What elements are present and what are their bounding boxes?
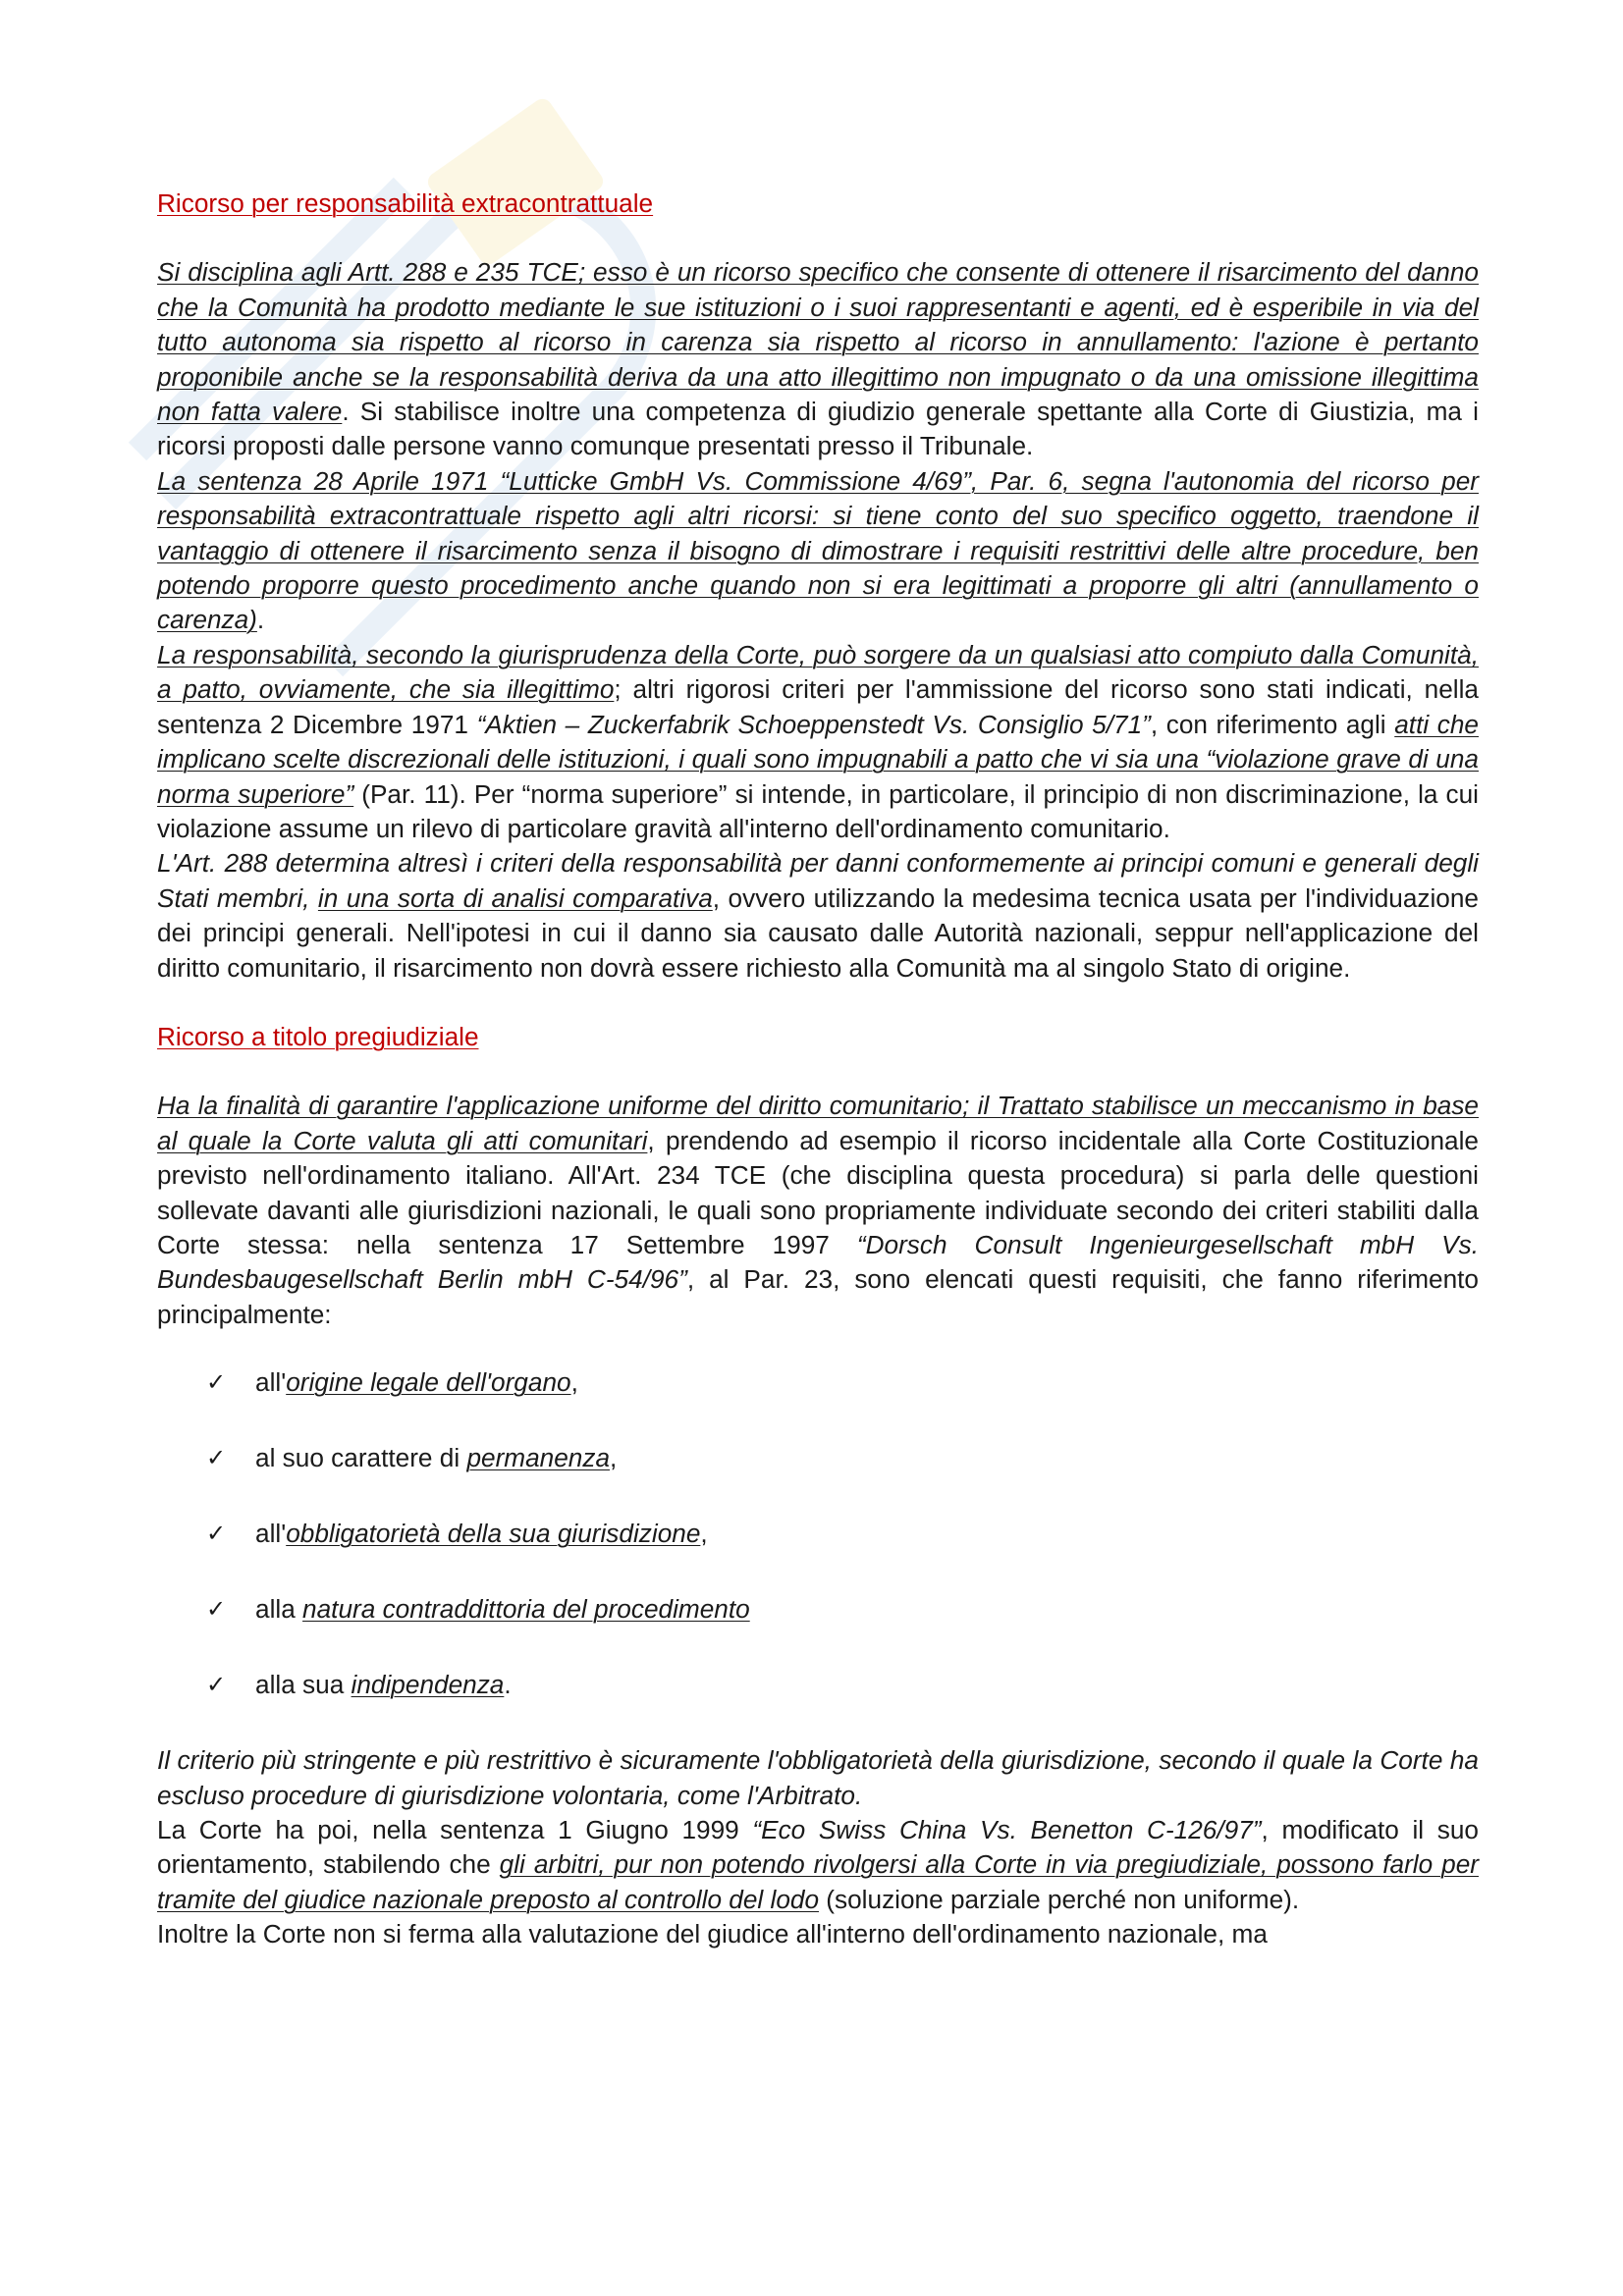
case-citation: “Dorsch Consult Ingenieurgesellschaft mbH Vs. Bundesbaugesellschaft Berlin mbH C-54/96” <box>157 1229 1479 1295</box>
requirements-checklist <box>157 1365 1479 1743</box>
body-text: , ovvero utilizzando la medesima tecnica usata per l'individuazione dei principi generali. Nell'ipotesi in cui il danno sia causato dalle Autorità nazionali, seppur nell'applicazione del diritto comunitario, il risarcimento non dovrà essere richiesto alla Comunità ma al singolo Stato di origine. <box>157 882 1479 983</box>
checkmark-icon: ✓ <box>206 1444 227 1472</box>
checklist-item: ✓ all'origine legale dell'organo, <box>157 1365 1479 1441</box>
case-citation: “Aktien – Zuckerfabrik Schoeppenstedt Vs. Consiglio 5/71” <box>476 709 1151 739</box>
body-text: , prendendo ad esempio il ricorso incidentale alla Corte Costituzionale previsto nell'ordinamento italiano. All'Art. 234 TCE (che disciplina questa procedura) si parla delle questioni sollevate davanti alle giurisdizioni nazionali, le quali sono propriamente individuate secondo dei criteri stabiliti dalla Corte stessa: nella sentenza 17 Settembre 1997 <box>157 1125 1479 1259</box>
italic-text: L'Art. 288 determina altresì i criteri della responsabilità per danni conformemente ai principi comuni e generali degli Stati membri, <box>157 848 1479 913</box>
paragraph-criterio: Il criterio più stringente e più restrittivo è sicuramente l'obbligatorietà della giurisdizione, secondo il quale la Corte ha escluso procedure di giurisdizione volontaria, come l'Arbitrato. <box>157 1745 1479 1810</box>
emphasis-text: in una sorta di analisi comparativa <box>317 882 713 913</box>
checkmark-icon: ✓ <box>206 1520 227 1548</box>
body-text: , al Par. 23, sono elencati questi requisiti, che fanno riferimento principalmente: <box>157 1264 1479 1329</box>
body-text: (Par. 11). Per “norma superiore” si intende, in particolare, il principio di non discriminazione, la cui violazione assume un rilevo di particolare gravità all'interno dell'ordinamento comunitario. <box>157 778 1479 843</box>
body-text: , con riferimento agli <box>1150 709 1395 739</box>
paragraph-inoltre: Inoltre la Corte non si ferma alla valutazione del giudice all'interno dell'ordinamento nazionale, ma <box>157 1919 1268 1949</box>
paragraph-artt-288 <box>157 255 1479 463</box>
body-text: La Corte ha poi, nella sentenza 1 Giugno 1999 <box>157 1815 753 1844</box>
checkmark-icon: ✓ <box>206 1368 227 1397</box>
case-citation: “Eco Swiss China Vs. Benetton C-126/97” <box>752 1815 1262 1844</box>
body-text: (soluzione parziale perché non uniforme). <box>819 1884 1300 1914</box>
paragraph-schoeppenstedt <box>157 638 1479 846</box>
paragraph-lutticke <box>157 464 1479 638</box>
paragraph-eco-swiss <box>157 1813 1479 1917</box>
section-heading-pregiudiziale: Ricorso a titolo pregiudiziale <box>157 1021 479 1051</box>
emphasis-text: Si disciplina agli Artt. 288 e 235 TCE; esso è un ricorso specifico che consente di ottenere il risarcimento del danno che la Comunità ha prodotto mediante le sue istituzioni o i suoi rappresentanti e agenti, ed è esperibile in via del tutto autonoma sia rispetto al ricorso in carenza sia rispetto al ricorso in annullamento: l'azione è pertanto proponibile anche se la responsabilità deriva da una atto illegittimo non impugnato o da una omissione illegittima non fatta valere <box>157 257 1479 427</box>
checklist-item: ✓ al suo carattere di permanenza, <box>157 1441 1479 1517</box>
checklist-item: ✓ alla sua indipendenza. <box>157 1668 1479 1743</box>
document-page <box>157 187 1479 1952</box>
emphasis-text: gli arbitri, pur non potendo rivolgersi alla Corte in via pregiudiziale, possono farlo per tramite del giudice nazionale preposto al controllo del lodo <box>157 1849 1479 1914</box>
emphasis-text: Ha la finalità di garantire l'applicazione uniforme del diritto comunitario; il Trattato stabilisce un meccanismo in base al quale la Corte valuta gli atti comunitari <box>157 1091 1479 1155</box>
body-text: . <box>256 605 265 635</box>
checkmark-icon: ✓ <box>206 1671 227 1699</box>
checkmark-icon: ✓ <box>206 1595 227 1624</box>
checklist-item: ✓ all'obbligatorietà della sua giurisdizione, <box>157 1517 1479 1592</box>
emphasis-text: La sentenza 28 Aprile 1971 “Lutticke GmbH Vs. Commissione 4/69”, Par. 6, segna l'autonomia del ricorso per responsabilità extracontrattuale rispetto agli altri ricorsi: si tiene conto del suo specifico oggetto, traendone il vantaggio di ottenere il risarcimento senza il bisogno di dimostrare i requisiti restrittivi delle altre procedure, ben potendo proporre questo procedimento anche quando non si era legittimati a proporre gli altri (annullamento o carenza) <box>157 465 1479 635</box>
paragraph-finalita <box>157 1089 1479 1332</box>
emphasis-text: La responsabilità, secondo la giurisprudenza della Corte, può sorgere da un qualsiasi atto compiuto dalla Comunità, a patto, ovviamente, che sia illegittimo <box>157 639 1479 705</box>
body-text: ; altri rigorosi criteri per l'ammissione del ricorso sono stati indicati, nella sentenza 2 Dicembre 1971 <box>157 674 1479 739</box>
checklist-item: ✓ alla natura contraddittoria del procedimento <box>157 1592 1479 1668</box>
body-text: , modificato il suo orientamento, stabilendo che <box>157 1815 1479 1880</box>
section-heading-responsabilita: Ricorso per responsabilità extracontrattuale <box>157 188 654 218</box>
paragraph-art-288-criteri <box>157 846 1479 986</box>
emphasis-text: atti che implicano scelte discrezionali delle istituzioni, i quali sono impugnabili a patto che vi sia una “violazione grave di una norma superiore” <box>157 709 1479 809</box>
body-text: . Si stabilisce inoltre una competenza di giudizio generale spettante alla Corte di Giustizia, ma i ricorsi proposti dalle persone vanno comunque presentati presso il Tribunale. <box>157 397 1479 461</box>
